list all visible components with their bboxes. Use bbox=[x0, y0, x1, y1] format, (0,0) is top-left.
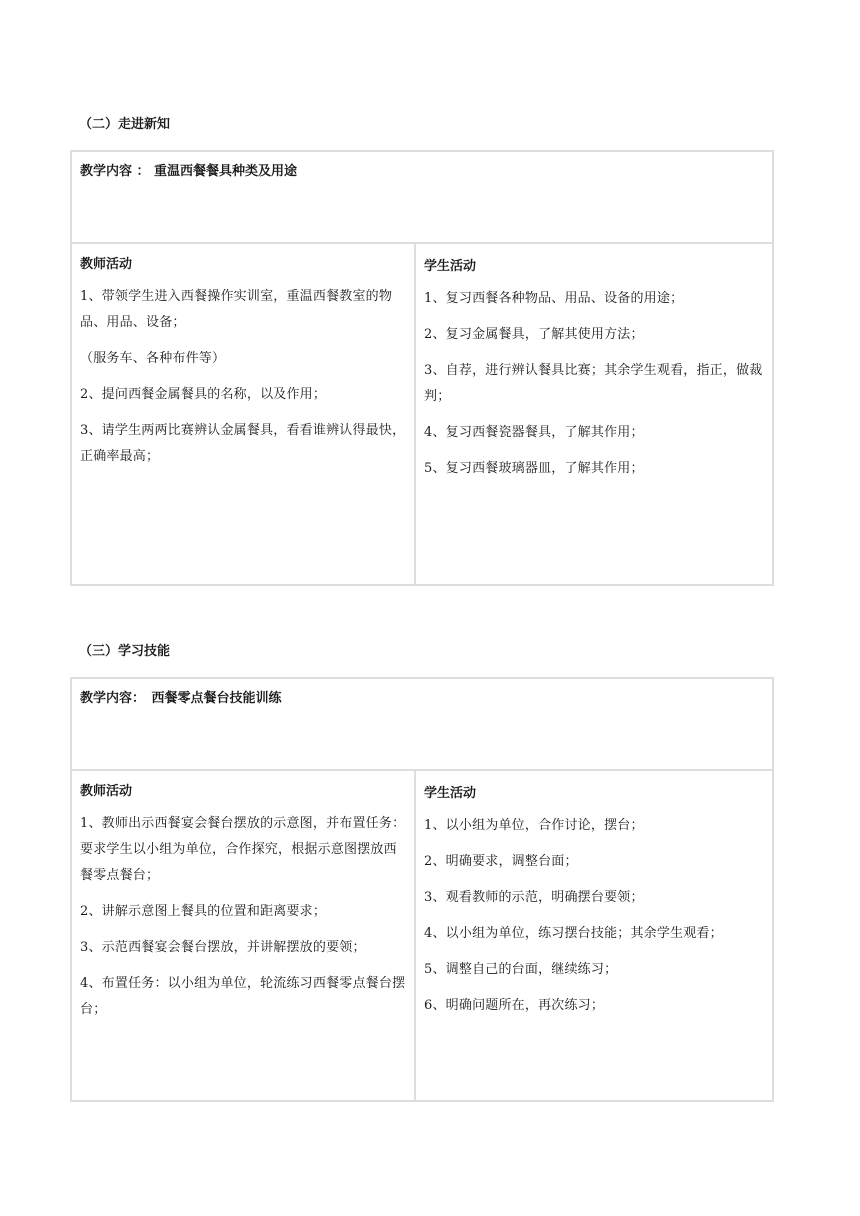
list-item: 4、复习西餐瓷器餐具，了解其作用； bbox=[424, 425, 644, 440]
teacher-activity-list bbox=[80, 811, 406, 1023]
list-item: 1、以小组为单位，合作讨论，摆台； bbox=[424, 818, 644, 833]
list-item: 3、示范西餐宴会餐台摆放，并讲解摆放的要领； bbox=[80, 940, 366, 955]
list-item: 3、自荐，进行辨认餐具比赛；其余学生观看，指正，做裁判； bbox=[424, 363, 763, 404]
list-item: 2、明确要求，调整台面； bbox=[424, 854, 578, 869]
list-item: 4、布置任务：以小组为单位，轮流练习西餐零点餐台摆台； bbox=[80, 976, 406, 1017]
list-item: 1、带领学生进入西餐操作实训室，重温西餐教室的物品、用品、设备； bbox=[80, 289, 393, 330]
list-item: 2、复习金属餐具，了解其使用方法； bbox=[424, 327, 644, 342]
student-activity-list bbox=[424, 813, 764, 1019]
teacher-activity-title: 教师活动 bbox=[80, 784, 133, 799]
teaching-content: 教学内容 ： 重温西餐餐具种类及用途 bbox=[72, 152, 772, 244]
list-item: 1、教师出示西餐宴会餐台摆放的示意图，并布置任务：要求学生以小组为单位，合作探究，根据示意图摆放西餐零点餐台； bbox=[80, 816, 406, 883]
lesson-table bbox=[70, 150, 774, 586]
section-heading: （二）走进新知 bbox=[79, 117, 171, 132]
list-item: 5、复习西餐玻璃器皿，了解其作用； bbox=[424, 461, 644, 476]
list-item: 2、讲解示意图上餐具的位置和距离要求； bbox=[80, 904, 327, 919]
activity-row bbox=[72, 771, 772, 1100]
list-item: （服务车、各种布件等） bbox=[80, 351, 226, 366]
list-item: 1、复习西餐各种物品、用品、设备的用途； bbox=[424, 291, 684, 306]
list-item: 5、调整自己的台面，继续练习； bbox=[424, 962, 618, 977]
list-item: 2、提问西餐金属餐具的名称，以及作用； bbox=[80, 387, 327, 402]
teacher-activity-list bbox=[80, 284, 406, 470]
teacher-activity-title: 教师活动 bbox=[80, 257, 133, 272]
student-activity-column bbox=[416, 244, 772, 584]
teacher-activity-column bbox=[72, 771, 416, 1100]
list-item: 4、以小组为单位，练习摆台技能；其余学生观看； bbox=[424, 926, 723, 941]
teaching-content: 教学内容： 西餐零点餐台技能训练 bbox=[72, 679, 772, 771]
student-activity-title: 学生活动 bbox=[424, 786, 477, 801]
section-heading: （三）学习技能 bbox=[79, 644, 171, 659]
student-activity-column bbox=[416, 771, 772, 1100]
student-activity-list bbox=[424, 286, 764, 482]
teacher-activity-column bbox=[72, 244, 416, 584]
lesson-table bbox=[70, 677, 774, 1102]
student-activity-title: 学生活动 bbox=[424, 259, 477, 274]
activity-row bbox=[72, 244, 772, 584]
list-item: 3、请学生两两比赛辨认金属餐具，看看谁辨认得最快，正确率最高； bbox=[80, 423, 406, 464]
list-item: 3、观看教师的示范，明确摆台要领； bbox=[424, 890, 644, 905]
list-item: 6、明确问题所在，再次练习； bbox=[424, 998, 605, 1013]
